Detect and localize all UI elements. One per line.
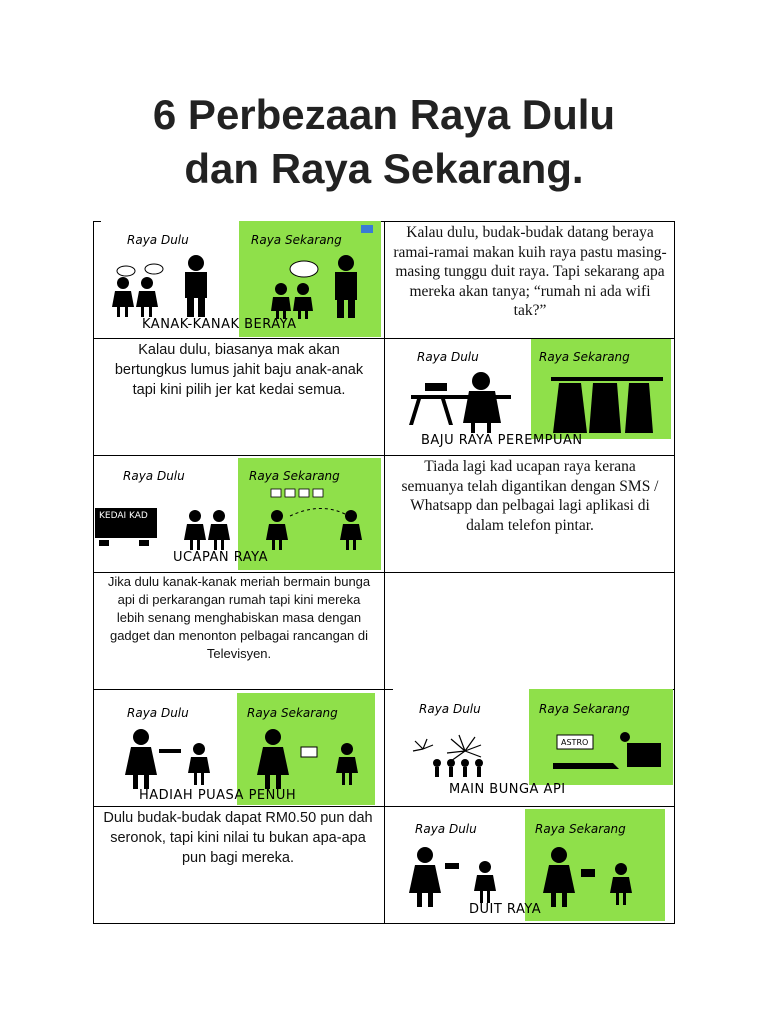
comparison-table xyxy=(93,221,675,924)
label-raya-dulu: Raya Dulu xyxy=(419,702,481,716)
label-raya-sekarang: Raya Sekarang xyxy=(539,350,630,364)
caption-ucapan-raya: UCAPAN RAYA xyxy=(173,550,268,565)
table-row-divider xyxy=(93,806,675,807)
table-border-bottom xyxy=(93,923,675,924)
illustration-kanak-kanak-beraya xyxy=(101,221,381,337)
label-raya-dulu: Raya Dulu xyxy=(415,822,477,836)
page-title xyxy=(0,88,768,196)
text-ucapan-raya: Tiada lagi kad ucapan raya kerana semuanya telah digantikan dengan SMS / Whatsapp dan pelbagai lagi aplikasi di dalam telefon pintar. xyxy=(401,458,659,534)
label-raya-dulu: Raya Dulu xyxy=(127,706,189,720)
kedai-kad-sign: KEDAI KAD xyxy=(99,511,148,521)
page-title-line-1: 6 Perbezaan Raya Dulu xyxy=(152,91,616,138)
label-raya-dulu: Raya Dulu xyxy=(127,233,189,247)
illustration-duit-raya xyxy=(389,809,665,921)
caption-baju-raya-perempuan: BAJU RAYA PEREMPUAN xyxy=(421,433,583,448)
label-raya-sekarang: Raya Sekarang xyxy=(247,706,338,720)
label-raya-dulu: Raya Dulu xyxy=(123,469,185,483)
caption-hadiah-puasa-penuh: HADIAH PUASA PENUH xyxy=(139,788,297,803)
label-raya-sekarang: Raya Sekarang xyxy=(539,702,630,716)
caption-main-bunga-api: MAIN BUNGA API xyxy=(449,782,566,797)
label-raya-sekarang: Raya Sekarang xyxy=(249,469,340,483)
table-row-divider xyxy=(93,455,675,456)
page-title-line-2: dan Raya Sekarang. xyxy=(184,145,584,192)
caption-kanak-kanak-beraya: KANAK-KANAK BERAYA xyxy=(142,317,297,332)
text-main-bunga-api: Jika dulu kanak-kanak meriah bermain bunga api di perkarangan rumah tapi kini mereka lebih senang menghabiskan masa dengan gadget dan menonton pelbagai rancangan di Televisyen. xyxy=(107,574,371,661)
label-raya-dulu: Raya Dulu xyxy=(417,350,479,364)
text-duit-raya: Dulu budak-budak dapat RM0.50 pun dah seronok, tapi kini nilai tu bukan apa-apa pun bagi mereka. xyxy=(103,810,373,866)
illustration-baju-raya-perempuan xyxy=(391,339,671,453)
label-raya-sekarang: Raya Sekarang xyxy=(535,822,626,836)
illustration-hadiah-puasa-penuh xyxy=(101,693,377,805)
illustration-ucapan-raya xyxy=(95,458,381,570)
caption-duit-raya: DUIT RAYA xyxy=(469,902,542,917)
astro-label: ASTRO xyxy=(561,738,589,747)
illustration-main-bunga-api xyxy=(393,689,673,803)
text-kanak-kanak-beraya: Kalau dulu, budak-budak datang beraya ramai-ramai makan kuih raya pastu masing-masing tunggu duit raya. Tapi sekarang apa mereka akan tanya; “rumah ni ada wifi tak?” xyxy=(393,224,667,319)
text-baju-raya: Kalau dulu, biasanya mak akan bertungkus lumus jahit baju anak-anak tapi kini pilih jer kat kedai semua. xyxy=(114,342,364,398)
label-raya-sekarang: Raya Sekarang xyxy=(251,233,342,247)
